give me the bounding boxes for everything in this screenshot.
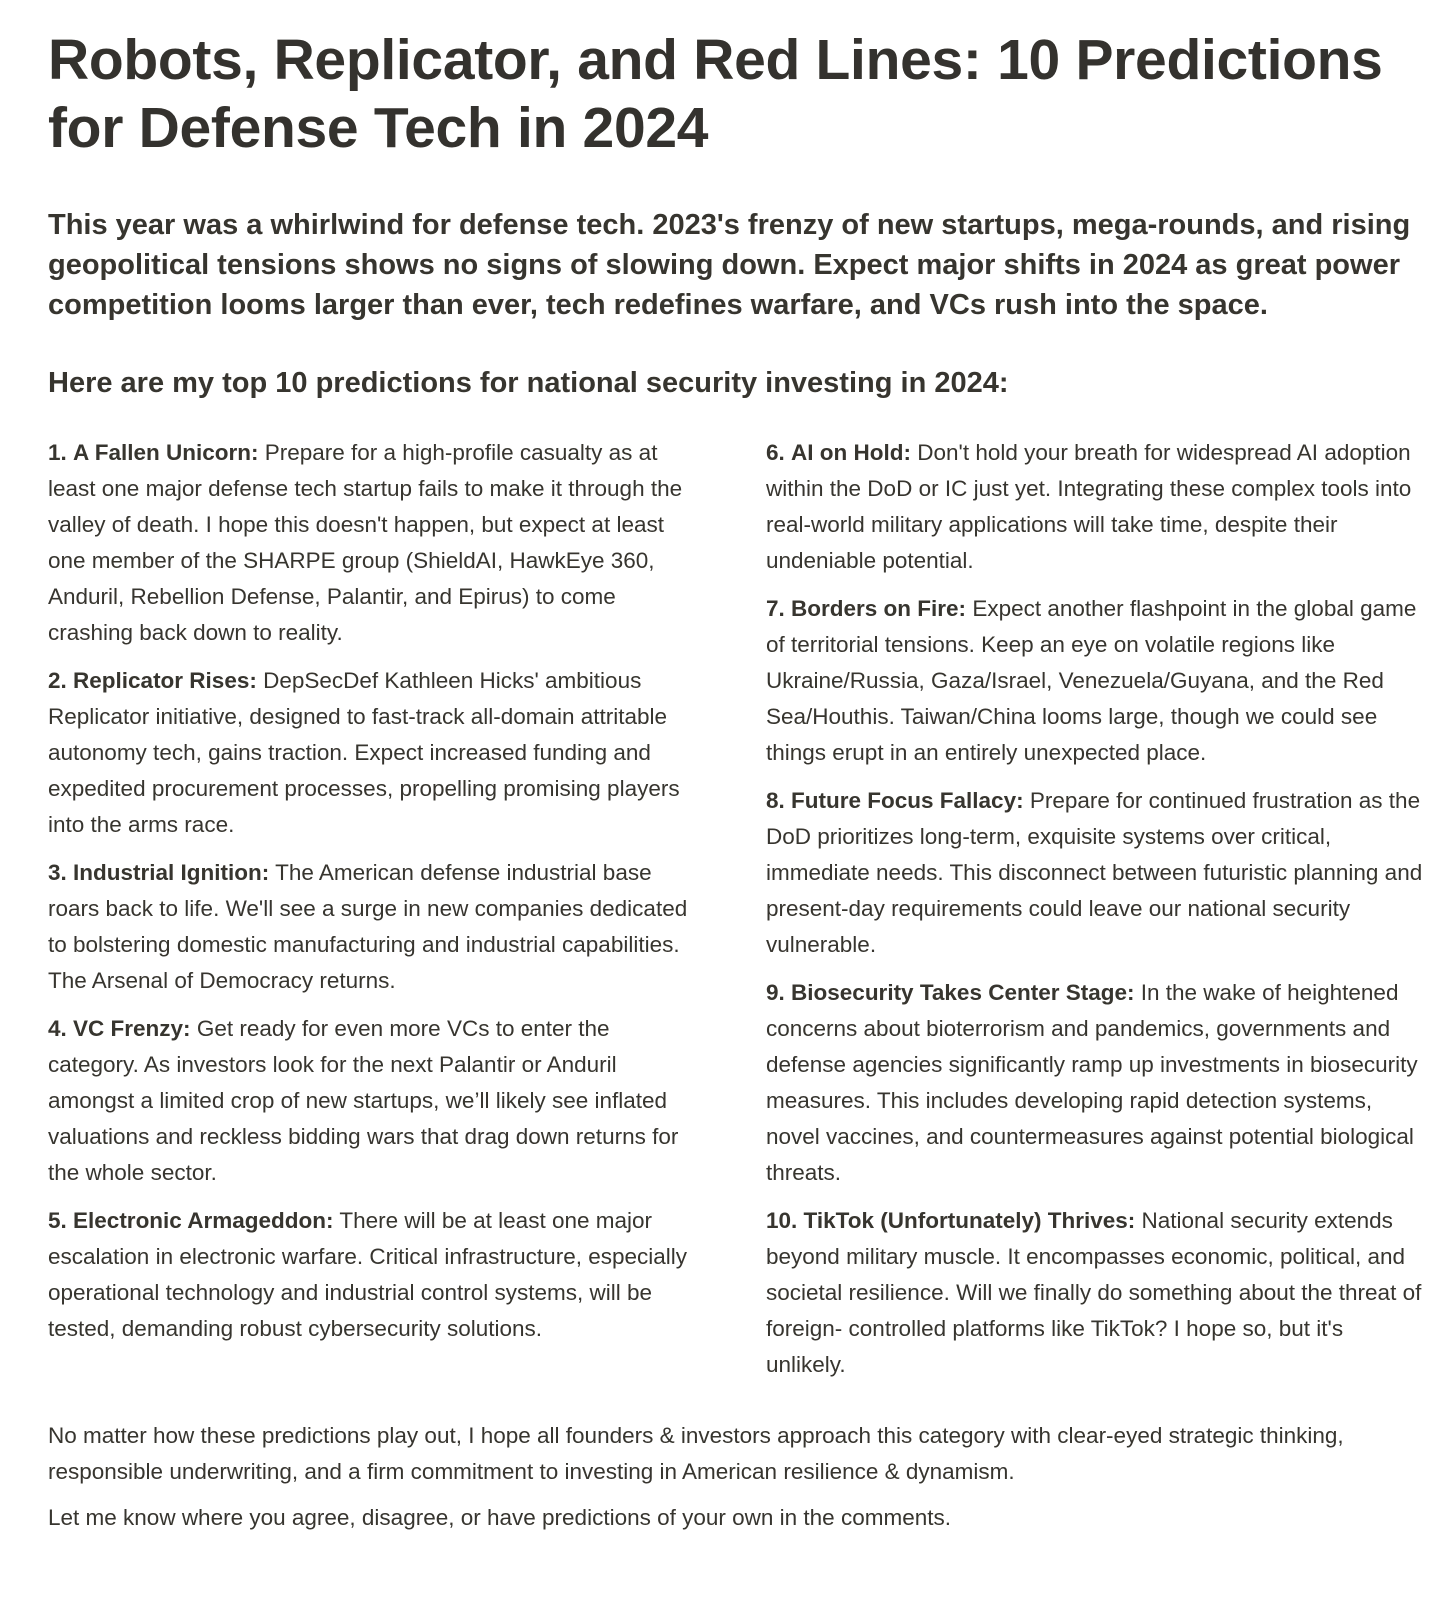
prediction-text: Prepare for continued frustration as the DoD prioritizes long-term, exquisite systems over critical, immediate needs. This disconnect between futuristic planning and present-day requirements could leave our national security vulnerable. — [766, 788, 1423, 957]
intro-paragraph: This year was a whirlwind for defense tech. 2023's frenzy of new startups, mega-rounds, and rising geopolitical tensions shows no signs of slowing down. Expect major shifts in 2024 as great power competition looms larger than ever, tech redefines warfare, and VCs rush into the space. — [48, 209, 1411, 321]
prediction-number: 5. — [48, 1208, 67, 1233]
prediction-item — [48, 663, 698, 843]
prediction-text: Don't hold your breath for widespread AI adoption within the DoD or IC just yet. Integrating these complex tools into real-world military applications will take time, despite their undeniable potential. — [766, 440, 1412, 573]
prediction-number: 6. — [766, 440, 785, 465]
prediction-item — [766, 783, 1426, 963]
prediction-item — [48, 855, 698, 999]
prediction-item — [766, 435, 1426, 579]
prediction-text: National security extends beyond military muscle. It encompasses economic, political, and societal resilience. Will we finally do something about the threat of foreign- controlled platforms like TikTok? I hope so, but it's unlikely. — [766, 1208, 1422, 1377]
predictions-heading: Here are my top 10 predictions for national security investing in 2024: — [48, 367, 1009, 399]
prediction-item — [48, 1203, 698, 1347]
prediction-text: Expect another flashpoint in the global game of territorial tensions. Keep an eye on volatile regions like Ukraine/Russia, Gaza/Israel, Venezuela/Guyana, and the Red Sea/Houthis. Taiwan/China looms large, though we could see things erupt in an entirely unexpected place. — [766, 596, 1417, 765]
prediction-title: Borders on Fire: — [791, 596, 967, 621]
prediction-number: 9. — [766, 980, 785, 1005]
predictions-left-column — [48, 435, 698, 1359]
prediction-title: Future Focus Fallacy: — [791, 788, 1024, 813]
prediction-text: Prepare for a high-profile casualty as at least one major defense tech startup fails to make it through the valley of death. I hope this doesn't happen, but expect at least one member of the SHARPE group (ShieldAI, HawkEye 360, Anduril, Rebellion Defense, Palantir, and Epirus) to come crashing back down to reality. — [48, 440, 683, 645]
prediction-number: 8. — [766, 788, 785, 813]
prediction-text: There will be at least one major escalation in electronic warfare. Critical infrastructure, especially operational technology and industrial control systems, will be tested, demanding robust cybersecurity solutions. — [48, 1208, 688, 1341]
prediction-number: 4. — [48, 1016, 67, 1041]
prediction-text: DepSecDef Kathleen Hicks' ambitious Replicator initiative, designed to fast-track all-domain attritable autonomy tech, gains traction. Expect increased funding and expedited procurement processes, propelling promising players into the arms race. — [48, 668, 680, 837]
comments-prompt: Let me know where you agree, disagree, or have predictions of your own in the comments. — [48, 1505, 951, 1530]
prediction-item — [766, 1203, 1426, 1383]
prediction-text: The American defense industrial base roars back to life. We'll see a surge in new companies dedicated to bolstering domestic manufacturing and industrial capabilities. The Arsenal of Democracy returns. — [48, 860, 688, 993]
prediction-title: Electronic Armageddon: — [73, 1208, 334, 1233]
closing-paragraph: No matter how these predictions play out, I hope all founders & investors approach this category with clear-eyed strategic thinking, responsible underwriting, and a firm commitment to investing in American resilience & dynamism. — [48, 1423, 1344, 1484]
prediction-number: 2. — [48, 668, 67, 693]
prediction-title: TikTok (Unfortunately) Thrives: — [803, 1208, 1136, 1233]
prediction-title: AI on Hold: — [791, 440, 912, 465]
prediction-title: Replicator Rises: — [73, 668, 257, 693]
prediction-item — [48, 1011, 698, 1191]
prediction-text: In the wake of heightened concerns about bioterrorism and pandemics, governments and defense agencies significantly ramp up investments in biosecurity measures. This includes developing rapid detection systems, novel vaccines, and countermeasures against potential biological threats. — [766, 980, 1418, 1185]
page-title: Robots, Replicator, and Red Lines: 10 Predictions for Defense Tech in 2024 — [48, 28, 1383, 160]
prediction-item — [766, 591, 1426, 771]
prediction-text: Get ready for even more VCs to enter the category. As investors look for the next Palantir or Anduril amongst a limited crop of new startups, we’ll likely see inflated valuations and reckless bidding wars that drag down returns for the whole sector. — [48, 1016, 679, 1185]
prediction-number: 10. — [766, 1208, 798, 1233]
prediction-title: VC Frenzy: — [73, 1016, 191, 1041]
predictions-right-column — [766, 435, 1426, 1395]
prediction-number: 1. — [48, 440, 67, 465]
prediction-title: Industrial Ignition: — [73, 860, 270, 885]
prediction-number: 7. — [766, 596, 785, 621]
prediction-number: 3. — [48, 860, 67, 885]
prediction-item — [766, 975, 1426, 1191]
prediction-item — [48, 435, 698, 651]
prediction-title: A Fallen Unicorn: — [73, 440, 259, 465]
prediction-title: Biosecurity Takes Center Stage: — [791, 980, 1135, 1005]
